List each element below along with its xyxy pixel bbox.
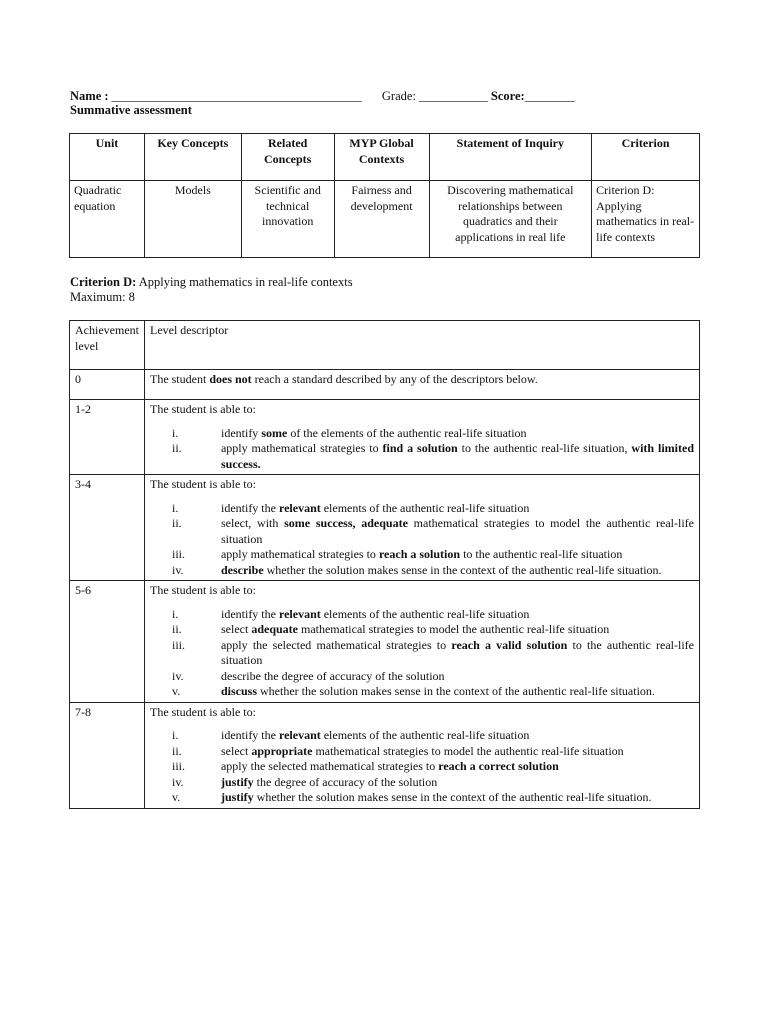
descriptor-item xyxy=(150,516,694,547)
item-text: whether the solution makes sense in the context of the authentic real-life situation. xyxy=(257,684,655,698)
item-emphasis: reach a correct solution xyxy=(438,759,559,773)
able-text: The student is able to: xyxy=(149,477,256,491)
descriptor-item xyxy=(150,744,694,760)
cell-statement-of-inquiry: Discovering mathematical relationships between quadratics and their applications in real life xyxy=(429,181,592,258)
item-number: iv. xyxy=(171,562,184,577)
item-number: i. xyxy=(171,425,179,440)
item-number: i. xyxy=(171,500,179,515)
item-text: identify the xyxy=(220,606,279,621)
descriptor-item xyxy=(150,563,694,579)
item-text: mathematical strategies to model the authentic real-life situation xyxy=(220,516,695,546)
item-number: v. xyxy=(171,684,181,698)
cell-related-concepts: Scientific and technical innovation xyxy=(241,181,334,258)
item-text: apply mathematical strategies to xyxy=(220,441,383,455)
rubric-header-row xyxy=(70,321,700,370)
grade-label: Grade: xyxy=(381,89,416,103)
item-emphasis: describe xyxy=(220,562,264,577)
descriptor-item xyxy=(150,669,694,685)
level-value: 7-8 xyxy=(70,702,145,808)
able-text: The student is able to: xyxy=(149,583,256,597)
rubric-row-5-6 xyxy=(70,581,700,703)
item-number: iii. xyxy=(171,759,185,773)
item-text: select xyxy=(220,743,252,758)
criterion-title: Applying mathematics in real-life contexts xyxy=(138,275,353,289)
item-number: ii. xyxy=(171,622,182,636)
level-value: 1-2 xyxy=(70,400,145,475)
rubric-row-7-8 xyxy=(70,702,700,808)
item-emphasis: relevant xyxy=(278,606,321,621)
level-descriptor xyxy=(144,475,699,581)
item-emphasis: justify xyxy=(220,790,254,804)
item-emphasis: adequate xyxy=(251,622,298,636)
score-label: Score: xyxy=(490,89,525,103)
rubric-row-0 xyxy=(70,370,700,400)
item-text: elements of the authentic real-life situation xyxy=(320,728,530,742)
item-text: apply the selected mathematical strategies to xyxy=(220,759,439,773)
rubric-header-descriptor: Level descriptor xyxy=(144,321,699,370)
item-text: elements of the authentic real-life situation xyxy=(320,606,530,621)
item-number: iii. xyxy=(171,547,185,561)
header-statement-of-inquiry: Statement of Inquiry xyxy=(429,134,592,181)
descriptor-list xyxy=(150,728,694,806)
unit-overview-table xyxy=(69,133,700,258)
able-text: The student is able to: xyxy=(149,402,256,416)
header-line xyxy=(70,88,575,104)
level-value: 0 xyxy=(70,370,145,400)
item-emphasis: discuss xyxy=(220,684,258,698)
item-number: iv. xyxy=(171,774,184,789)
descriptor-list xyxy=(150,607,694,700)
grade-blank[interactable]: ___________ xyxy=(419,89,488,103)
item-emphasis: with limited success. xyxy=(220,441,694,471)
descriptor-item xyxy=(150,441,694,472)
item-text: select xyxy=(220,622,252,636)
item-text: apply the selected mathematical strategies to xyxy=(220,637,452,652)
level-descriptor xyxy=(144,581,699,703)
item-number: i. xyxy=(171,728,179,742)
descriptor-item xyxy=(150,622,694,638)
item-text: the degree of accuracy of the solution xyxy=(253,774,438,789)
criterion-label: Criterion D: xyxy=(70,275,137,289)
descriptor-item xyxy=(150,501,694,517)
header-unit: Unit xyxy=(70,134,145,181)
header-criterion: Criterion xyxy=(592,134,700,181)
item-text: apply mathematical strategies to xyxy=(220,547,379,561)
descriptor-item xyxy=(150,728,694,744)
able-text: The student is able to: xyxy=(149,704,256,719)
descriptor-list xyxy=(150,426,694,473)
item-text: identify xyxy=(220,425,262,440)
descriptor-list xyxy=(150,501,694,579)
level-value: 3-4 xyxy=(70,475,145,581)
item-emphasis: justify xyxy=(220,774,254,789)
header-global-contexts: MYP Global Contexts xyxy=(334,134,429,181)
item-text: identify the xyxy=(220,728,279,742)
item-emphasis: some success, adequate xyxy=(284,516,408,530)
item-emphasis: find a solution xyxy=(382,441,458,455)
item-emphasis: reach a valid solution xyxy=(451,637,568,652)
item-text: whether the solution makes sense in the context of the authentic real-life situation. xyxy=(253,790,652,804)
item-emphasis: relevant xyxy=(278,728,321,742)
descriptor-item xyxy=(150,607,694,623)
criterion-maximum: Maximum: 8 xyxy=(70,290,135,304)
item-text: select, with xyxy=(220,516,285,530)
level-descriptor xyxy=(144,702,699,808)
level-value: 5-6 xyxy=(70,581,145,703)
item-number: iv. xyxy=(171,668,184,683)
level-descriptor: The student does not reach a standard described by any of the descriptors below. xyxy=(144,370,699,400)
cell-unit: Quadratic equation xyxy=(70,181,145,258)
item-text: whether the solution makes sense in the context of the authentic real-life situation. xyxy=(263,562,662,577)
item-number: iii. xyxy=(171,637,185,652)
descriptor-item xyxy=(150,547,694,563)
cell-key-concepts: Models xyxy=(144,181,241,258)
rubric-row-1-2 xyxy=(70,400,700,475)
item-text: describe the degree of accuracy of the solution xyxy=(220,668,445,683)
header-key-concepts: Key Concepts xyxy=(144,134,241,181)
item-number: ii. xyxy=(171,441,182,455)
item-text: to the authentic real-life situation, xyxy=(457,441,632,455)
name-label: Name : xyxy=(70,89,109,103)
item-text: elements of the authentic real-life situation xyxy=(320,500,530,515)
descriptor-item xyxy=(150,426,694,442)
item-emphasis: appropriate xyxy=(251,743,313,758)
descriptor-item xyxy=(150,790,694,806)
score-blank[interactable]: ________ xyxy=(524,89,575,103)
item-text: mathematical strategies to model the authentic real-life situation xyxy=(312,743,624,758)
item-text: to the authentic real-life situation xyxy=(460,547,623,561)
descriptor-item xyxy=(150,759,694,775)
name-blank[interactable]: ________________________________________ xyxy=(111,89,362,103)
item-text: to the authentic real-life situation xyxy=(220,637,694,667)
criterion-heading xyxy=(70,275,353,305)
item-emphasis: reach a solution xyxy=(378,547,461,561)
descriptor-item xyxy=(150,775,694,791)
unit-table-row xyxy=(70,181,700,258)
descriptor-item xyxy=(150,638,694,669)
item-text: mathematical strategies to model the authentic real-life situation xyxy=(297,622,610,636)
item-emphasis: relevant xyxy=(278,500,321,515)
item-number: i. xyxy=(171,606,179,621)
item-number: v. xyxy=(171,790,181,804)
descriptor-item xyxy=(150,684,694,700)
rubric-table xyxy=(69,320,700,809)
unit-table-header-row xyxy=(70,134,700,181)
item-text: identify the xyxy=(220,500,279,515)
item-emphasis: some xyxy=(261,425,288,440)
level-descriptor xyxy=(144,400,699,475)
item-number: ii. xyxy=(171,743,182,758)
item-number: ii. xyxy=(171,516,182,530)
rubric-row-3-4 xyxy=(70,475,700,581)
cell-global-contexts: Fairness and development xyxy=(334,181,429,258)
cell-criterion: Criterion D: Applying mathematics in real-life contexts xyxy=(592,181,700,258)
header-related-concepts: Related Concepts xyxy=(241,134,334,181)
page-subtitle: Summative assessment xyxy=(70,103,192,117)
rubric-header-level: Achievement level xyxy=(70,321,145,370)
item-text: of the elements of the authentic real-life situation xyxy=(287,425,527,440)
